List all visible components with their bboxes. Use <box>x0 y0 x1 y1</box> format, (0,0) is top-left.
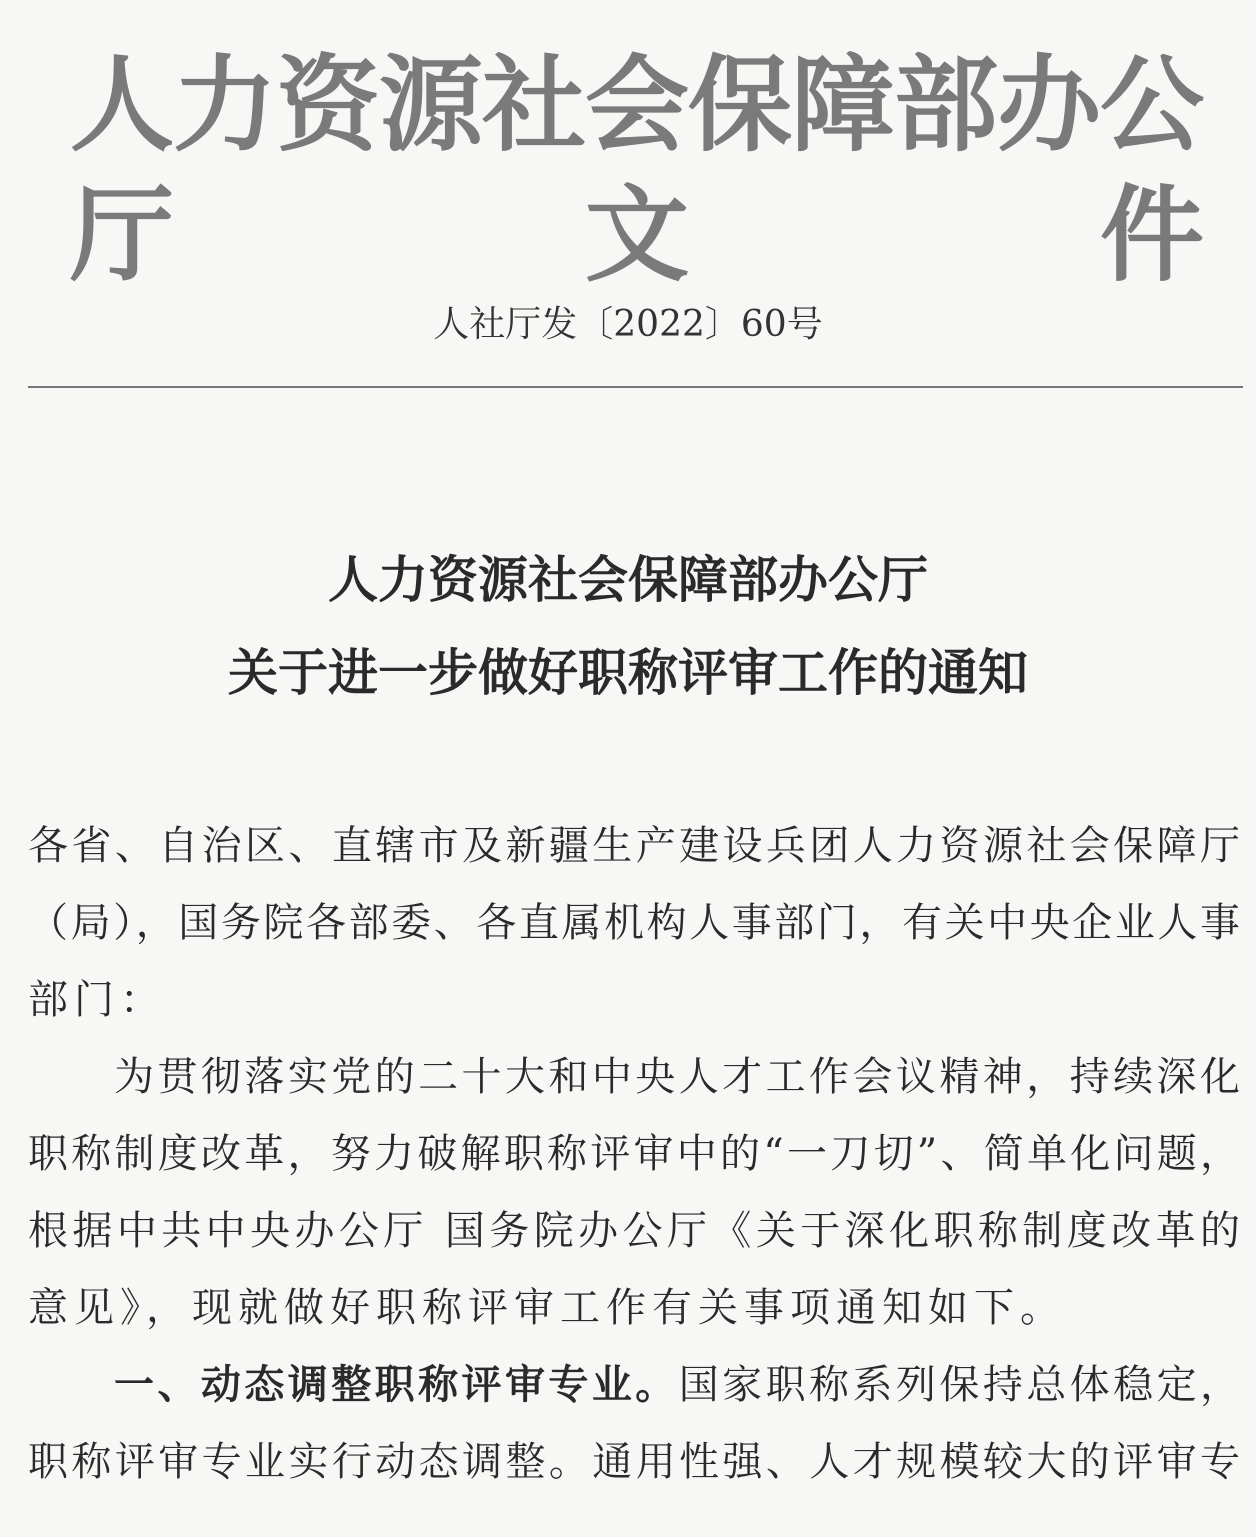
intro-line: 为贯彻落实党的二十大和中央人才工作会议精神，持续深化 <box>114 1054 1240 1100</box>
addressee-line: 部门： <box>28 977 166 1023</box>
intro-line: 根据中共中央办公厅 国务院办公厅《关于深化职称制度改革的 <box>28 1208 1240 1254</box>
intro-line: 意见》，现就做好职称评审工作有关事项通知如下。 <box>28 1285 1066 1331</box>
document-title-line-1: 人力资源社会保障部办公厅 <box>328 550 928 609</box>
section1-heading: 一、动态调整职称评审专业。 <box>114 1361 679 1408</box>
section1-line: 职称评审专业实行动态调整。通用性强、人才规模较大的评审专 <box>28 1439 1240 1485</box>
document-body <box>28 815 1240 1508</box>
document-title-line-2: 关于进一步做好职称评审工作的通知 <box>228 643 1028 702</box>
intro-line: 职称制度改革，努力破解职称评审中的“一刀切”、简单化问题， <box>28 1131 1240 1177</box>
addressee-line: 各省、自治区、直辖市及新疆生产建设兵团人力资源社会保障厅 <box>28 823 1240 869</box>
section1-text: 国家职称系列保持总体稳定， <box>678 1362 1241 1408</box>
document-masthead: 人力资源社会保障部办公厅文件 <box>70 44 1200 296</box>
addressee-line: （局），国务院各部委、各直属机构人事部门，有关中央企业人事 <box>28 900 1240 946</box>
header-divider <box>28 386 1243 388</box>
document-number: 人社厅发〔2022〕60号 <box>433 304 823 345</box>
section1-line <box>28 1354 1240 1431</box>
